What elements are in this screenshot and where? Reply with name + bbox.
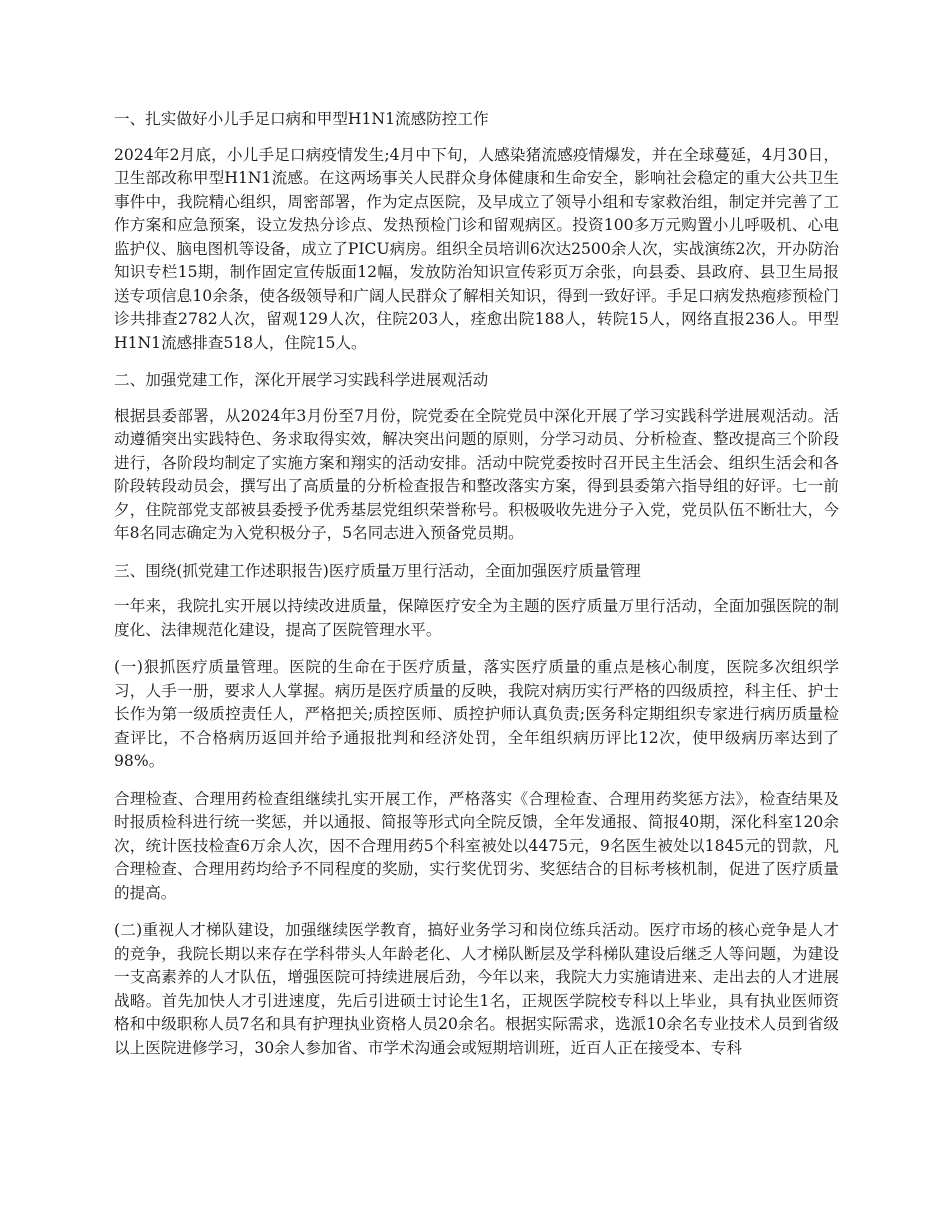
section-heading-1: 一、扎实做好小儿手足口病和甲型H1N1流感防控工作 — [114, 110, 489, 128]
section-heading-3: 三、围绕(抓党建工作述职报告)医疗质量万里行活动，全面加强医疗质量管理 — [114, 561, 641, 580]
paragraph-1: 2024年2月底，小儿手足口病疫情发生;4月中下旬，人感染猪流感疫情爆发，并在全球蔓延，4月30日，卫生部改称甲型H1N1流感。在这两场事关人民群众身体健康和生命安全，影响社会稳定的重大公共卫生事件中，我院精心组织，周密部署，作为定点医院，及早成立了领导小组和专家救治组，制定并完善了工作方案和应急预案，设立发热分诊点、发热预检门诊和留观病区。投资100多万元购置小儿呼吸机、心电监护仪、脑电图机等设备，成立了PICU病房。组织全员培训6次达2500余人次，实战演练2次，开办防治知识专栏15期，制作固定宣传版面12幅，发放防治知识宣传彩页万余张，向县委、县政府、县卫生局报送专项信息10余条，使各级领导和广阔人民群众了解相关知识，得到一致好评。手足口病发热疱疹预检门诊共排查2782人次，留观129人次，住院203人，痊愈出院188人，转院15人，网络直报236人。甲型H1N1流感排查518人，住院15人。 — [114, 145, 840, 352]
paragraph-4: (一)狠抓医疗质量管理。医院的生命在于医疗质量，落实医疗质量的重点是核心制度，医院多次组织学习，人手一册，要求人人掌握。病历是医疗质量的反映，我院对病历实行严格的四级质控，科主任、护士长作为第一级质控责任人，严格把关;质控医师、质控护师认真负责;医务科定期组织专家进行病历质量检查评比，不合格病历返回并给予通报批判和经济处罚，全年组织病历评比12次，使甲级病历率达到了98%。 — [114, 658, 839, 770]
paragraph-5: 合理检查、合理用药检查组继续扎实开展工作，严格落实《合理检查、合理用药奖惩方法》，检查结果及时报质检科进行统一奖惩，并以通报、简报等形式向全院反馈，全年发通报、简报40期，深化科室120余次，统计医技检查6万余人次，因不合理用药5个科室被处以4475元，9名医生被处以1845元的罚款，凡合理检查、合理用药均给予不同程度的奖励，实行奖优罚劣、奖惩结合的目标考核机制，促进了医疗质量的提高。 — [114, 789, 839, 902]
section-heading-2: 二、加强党建工作，深化开展学习实践科学进展观活动 — [114, 371, 489, 389]
paragraph-3: 一年来，我院扎实开展以持续改进质量，保障医疗安全为主题的医疗质量万里行活动，全面加强医院的制度化、法律规范化建设，提高了医院管理水平。 — [114, 597, 839, 639]
paragraph-6: (二)重视人才梯队建设，加强继续医学教育，搞好业务学习和岗位练兵活动。医疗市场的核心竞争是人才的竞争，我院长期以来存在学科带头人年龄老化、人才梯队断层及学科梯队建设后继乏人等问题，为建设一支高素养的人才队伍，增强医院可持续进展后劲，今年以来，我院大力实施请进来、走出去的人才进展战略。首先加快人才引进速度，先后引进硕士讨论生1名，正规医学院校专科以上毕业，具有执业医师资格和中级职称人员7名和具有护理执业资格人员20余名。根据实际需求，选派10余名专业技术人员到省级以上医院进修学习，30余人参加省、市学术沟通会或短期培训班，近百人正在接受本、专科 — [114, 921, 839, 1057]
paragraph-2: 根据县委部署，从2024年3月份至7月份，院党委在全院党员中深化开展了学习实践科学进展观活动。活动遵循突出实践特色、务求取得实效，解决突出问题的原则，分学习动员、分析检查、整改提高三个阶段进行，各阶段均制定了实施方案和翔实的活动安排。活动中院党委按时召开民主生活会、组织生活会和各阶段转段动员会，撰写出了高质量的分析检查报告和整改落实方案，得到县委第六指导组的好评。七一前夕，住院部党支部被县委授予优秀基层党组织荣誉称号。积极吸收先进分子入党，党员队伍不断壮大，今年8名同志确定为入党积极分子，5名同志进入预备党员期。 — [114, 406, 839, 542]
document-page — [114, 108, 839, 1074]
